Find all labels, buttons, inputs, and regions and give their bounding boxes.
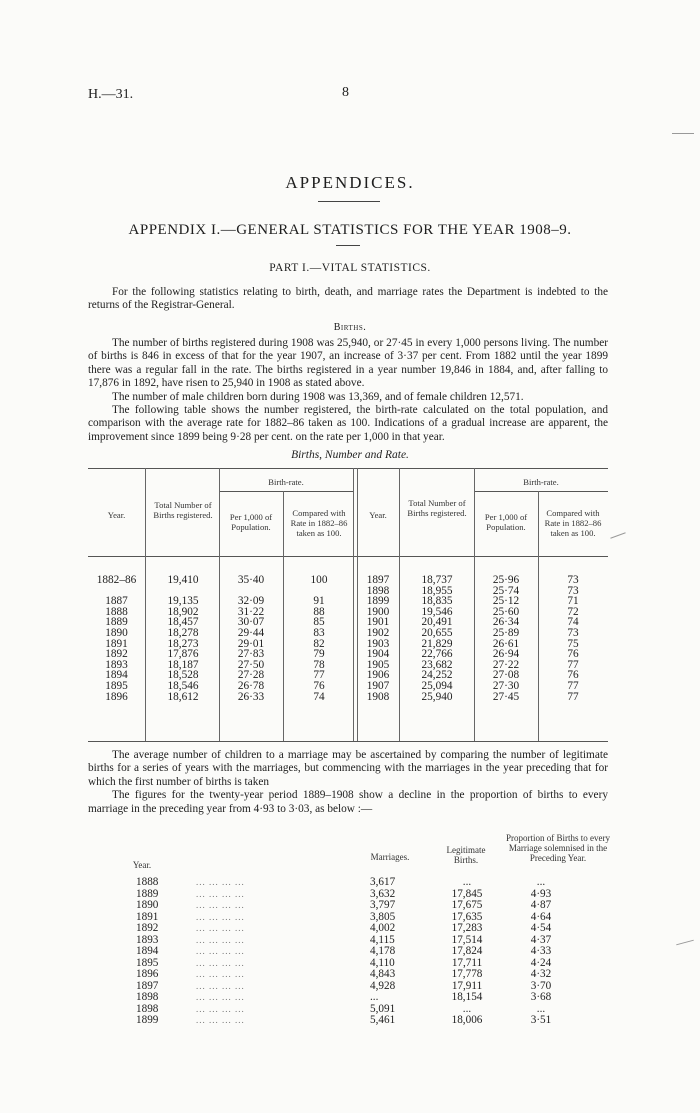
year-cell: 1894 <box>105 669 128 682</box>
col-per1000-left <box>222 575 280 702</box>
year-cell: 1892 <box>105 648 128 661</box>
m-legit-cell: 17,514 <box>451 933 483 946</box>
year-cell: 1901 <box>366 616 390 629</box>
marriage-text <box>88 749 608 816</box>
header-year-right: Year. <box>369 510 387 520</box>
m-proportion-cell: 4·54 <box>530 922 552 934</box>
m-marriages-cell: 5,461 <box>370 1014 396 1026</box>
col-divider <box>474 468 475 741</box>
total-cell: 25,940 <box>421 690 453 703</box>
compared-cell: 100 <box>310 574 328 586</box>
m-proportion-cell: 3·68 <box>530 991 552 1003</box>
col-years-left <box>88 575 145 702</box>
m-proportion-cell: ... <box>536 1002 546 1015</box>
rate-cell: 31·22 <box>237 605 265 618</box>
header-birth-rate-right: Birth-rate. <box>523 477 559 487</box>
births-heading: Births. <box>333 322 367 333</box>
compared-cell: 72 <box>567 605 579 618</box>
m-header-year: Year. <box>132 860 152 870</box>
rate-cell: 27·28 <box>237 669 265 682</box>
m-marriages-cell: 4,002 <box>370 922 396 934</box>
compared-cell: 71 <box>567 595 579 608</box>
col-divider <box>283 491 284 741</box>
m-marriages-cell: 4,178 <box>370 945 396 957</box>
compared-cell: 82 <box>313 637 325 650</box>
compared-cell: 76 <box>567 669 579 682</box>
m-proportion-cell: ... <box>536 876 546 888</box>
m-header-legit: Legitimate Births. <box>446 845 486 865</box>
total-cell: 20,655 <box>421 626 453 639</box>
year-cell: 1906 <box>366 669 390 682</box>
m-legit-cell: 17,778 <box>451 968 483 980</box>
rate-cell: 25·96 <box>492 574 520 586</box>
col-divider <box>399 468 400 741</box>
compared-cell: 83 <box>313 626 325 639</box>
m-year-cell: 1898 <box>136 1002 159 1015</box>
header-per-1000-right: Per 1,000 of Population. <box>484 512 528 532</box>
leader: ... ... ... ... <box>196 992 245 1002</box>
total-cell: 22,766 <box>421 648 453 661</box>
rate-cell: 26·34 <box>492 616 520 629</box>
m-legit-cell: 17,845 <box>451 887 483 900</box>
total-cell: 25,094 <box>421 679 453 692</box>
m-year-cell: 1895 <box>136 956 159 969</box>
m-year-cell: 1894 <box>136 945 159 957</box>
compared-cell: 77 <box>313 669 325 682</box>
col-compared-right <box>540 575 606 702</box>
rate-cell: 25·74 <box>492 584 520 597</box>
m-legit-cell: 18,006 <box>451 1014 483 1026</box>
m-year-cell: 1898 <box>136 991 159 1003</box>
compared-cell: 74 <box>567 616 579 629</box>
m-year-cell: 1892 <box>136 922 159 934</box>
leader: ... ... ... ... <box>196 1015 245 1025</box>
rate-cell: 25·12 <box>492 595 520 608</box>
total-cell: 19,135 <box>167 595 199 608</box>
total-cell: 18,278 <box>167 626 199 639</box>
table-top-rule <box>88 468 608 469</box>
leader: ... ... ... ... <box>196 934 245 945</box>
compared-cell: 77 <box>567 679 579 692</box>
m-col-marriages <box>370 877 410 1027</box>
year-cell: 1891 <box>105 637 128 650</box>
m-year-cell: 1888 <box>136 876 159 888</box>
rate-cell: 35·40 <box>237 574 265 586</box>
year-cell: 1895 <box>105 679 128 692</box>
year-cell: 1904 <box>366 648 390 661</box>
margin-mark <box>676 940 694 946</box>
m-year-cell: 1890 <box>136 899 159 911</box>
title-rule <box>318 201 380 202</box>
m-col-years <box>136 877 176 1027</box>
year-cell: 1888 <box>105 605 128 618</box>
header-per-1000: Per 1,000 of Population. <box>229 512 273 532</box>
col-divider <box>145 468 146 741</box>
leader: ... ... ... ... <box>196 888 245 899</box>
header-year: Year. <box>107 510 126 520</box>
total-cell: 18,955 <box>421 584 453 597</box>
m-marriages-cell: 4,110 <box>370 956 395 969</box>
margin-mark <box>610 532 625 538</box>
total-cell: 18,902 <box>167 605 199 618</box>
leader: ... ... ... ... <box>196 980 245 991</box>
m-marriages-cell: 5,091 <box>370 1002 396 1015</box>
compared-cell: 74 <box>313 690 325 703</box>
leader: ... ... ... ... <box>196 911 245 922</box>
compared-cell: 76 <box>313 679 325 692</box>
marriage-paragraph-1: The average number of children to a marriage may be ascertained by comparing the number of legitimate births for a series of years with the marriages, but commencing with the marriages in the year preceding that for which the first number of births is taken <box>88 749 608 788</box>
m-legit-cell: 17,635 <box>451 910 483 923</box>
appendix-rule <box>336 245 360 246</box>
rate-cell: 26·61 <box>492 637 520 650</box>
births-paragraph-3: The following table shows the number registered, the birth-rate calculated on the total population, and comparison with the average rate for 1882–86 taken as 100. Indications of a gradual increase are apparent, the improvement since 1899 being 9·28 per cent. on the rate per 1,000 in that year. <box>88 404 608 443</box>
m-legit-cell: 17,675 <box>451 899 483 911</box>
total-cell: 18,546 <box>167 679 199 692</box>
m-marriages-cell: 3,617 <box>370 876 396 888</box>
m-legit-cell: 17,283 <box>451 922 483 934</box>
rate-cell: 27·22 <box>492 658 520 671</box>
total-cell: 20,491 <box>421 616 453 629</box>
rate-cell: 25·89 <box>492 626 520 639</box>
m-marriages-cell: 3,797 <box>370 899 396 911</box>
table-bottom-rule <box>88 741 608 742</box>
margin-mark <box>672 133 694 134</box>
year-cell: 1899 <box>366 595 390 608</box>
year-cell: 1893 <box>105 658 128 671</box>
rate-cell: 27·83 <box>237 648 265 661</box>
m-proportion-cell: 3·51 <box>530 1014 552 1026</box>
m-marriages-cell: 3,805 <box>370 910 396 923</box>
col-divider <box>538 491 539 741</box>
m-legit-cell: ... <box>462 1002 472 1015</box>
total-cell: 19,410 <box>167 574 199 586</box>
m-proportion-cell: 3·70 <box>530 979 552 992</box>
compared-cell: 85 <box>313 616 325 629</box>
leader: ... ... ... ... <box>196 1003 245 1014</box>
year-cell: 1882–86 <box>96 574 137 586</box>
header-bottom-rule <box>88 556 608 557</box>
m-legit-cell: 18,154 <box>451 991 483 1003</box>
year-cell: 1890 <box>105 626 128 639</box>
rate-cell: 26·33 <box>237 690 265 703</box>
m-header-marriages: Marriages. <box>370 852 410 862</box>
header-birth-rate: Birth-rate. <box>268 477 304 487</box>
rate-cell: 29·44 <box>237 626 265 639</box>
year-cell: 1908 <box>366 690 390 703</box>
leader: ... ... ... ... <box>196 957 245 968</box>
total-cell: 24,252 <box>421 669 453 682</box>
m-year-cell: 1893 <box>136 933 159 946</box>
rate-cell: 27·08 <box>492 669 520 682</box>
year-cell: 1898 <box>366 584 390 597</box>
marriage-paragraph-2: The figures for the twenty-year period 1889–1908 show a decline in the proportion of births to every marriage in the preceding year from 4·93 to 3·03, as below :— <box>88 789 608 815</box>
m-proportion-cell: 4·64 <box>530 910 552 923</box>
birthrate-rule-right <box>474 491 608 492</box>
leader: ... ... ... ... <box>196 900 245 910</box>
year-cell: 1887 <box>105 595 128 608</box>
year-cell: 1896 <box>105 690 128 703</box>
col-compared-left <box>287 575 351 702</box>
appendix-title: APPENDIX I.—GENERAL STATISTICS FOR THE YEAR 1908–9. <box>128 222 572 238</box>
m-proportion-cell: 4·87 <box>530 899 552 911</box>
intro-paragraph: For the following statistics relating to birth, death, and marriage rates the Department is indebted to the returns of the Registrar-General. <box>88 286 608 312</box>
rate-cell: 26·94 <box>492 648 520 661</box>
compared-cell: 78 <box>313 658 325 671</box>
year-cell: 1897 <box>366 574 390 586</box>
col-divider <box>353 468 354 741</box>
m-col-proportion <box>516 877 566 1027</box>
m-legit-cell: 17,711 <box>451 956 483 969</box>
col-divider <box>219 468 220 741</box>
rate-cell: 29·01 <box>237 637 265 650</box>
compared-cell: 73 <box>567 574 579 586</box>
year-cell: 1905 <box>366 658 390 671</box>
rate-cell: 27·45 <box>492 690 520 703</box>
leader: ... ... ... ... <box>196 923 245 933</box>
rate-cell: 32·09 <box>237 595 265 608</box>
rate-cell: 26·78 <box>237 679 265 692</box>
compared-cell: 77 <box>567 658 579 671</box>
rate-cell: 27·30 <box>492 679 520 692</box>
total-cell: 18,835 <box>421 595 453 608</box>
compared-cell: 73 <box>567 584 579 597</box>
m-year-cell: 1897 <box>136 979 159 992</box>
m-proportion-cell: 4·32 <box>530 968 552 980</box>
col-per1000-right <box>477 575 535 702</box>
m-proportion-cell: 4·24 <box>530 956 552 969</box>
leader: ... ... ... ... <box>196 969 245 979</box>
rate-cell: 30·07 <box>237 616 265 629</box>
compared-cell: 77 <box>567 690 579 703</box>
col-totals-right <box>403 575 471 702</box>
m-legit-cell: ... <box>462 876 472 888</box>
year-cell: 1902 <box>366 626 390 639</box>
year-cell: 1907 <box>366 679 390 692</box>
m-proportion-cell: 4·33 <box>530 945 552 957</box>
header-total-right: Total Number of Births registered. <box>407 498 467 518</box>
m-year-cell: 1899 <box>136 1014 159 1026</box>
m-year-cell: 1896 <box>136 968 159 980</box>
m-proportion-cell: 4·37 <box>530 933 552 946</box>
m-marriages-cell: 4,928 <box>370 979 396 992</box>
year-cell: 1889 <box>105 616 128 629</box>
header-total: Total Number of Births registered. <box>153 500 213 520</box>
m-marriages-cell: ... <box>370 991 379 1003</box>
total-cell: 18,273 <box>167 637 199 650</box>
page-number: 8 <box>342 85 349 100</box>
year-cell: 1903 <box>366 637 390 650</box>
total-cell: 18,187 <box>167 658 199 671</box>
year-cell: 1900 <box>366 605 390 618</box>
table-caption: Births, Number and Rate. <box>291 449 409 461</box>
total-cell: 17,876 <box>167 648 199 661</box>
m-proportion-cell: 4·93 <box>530 887 552 900</box>
compared-cell: 73 <box>567 626 579 639</box>
m-legit-cell: 17,824 <box>451 945 483 957</box>
compared-cell: 76 <box>567 648 579 661</box>
births-paragraph-1: The number of births registered during 1908 was 25,940, or 27·45 in every 1,000 persons living. The number of births is 846 in excess of that for the year 1907, an increase of 3·37 per cent. From 1882 until the year 1899 there was a regular fall in the rate. The births registered in a year number 19,846 in 1884, and, after falling to 17,876 in 1892, have risen to 25,940 in 1908 as stated above. <box>88 337 608 390</box>
total-cell: 18,528 <box>167 669 199 682</box>
page-id: H.—31. <box>88 87 134 102</box>
births-text <box>88 337 608 444</box>
total-cell: 18,457 <box>167 616 199 629</box>
total-cell: 18,612 <box>167 690 199 703</box>
compared-cell: 91 <box>313 595 325 608</box>
part-title: PART I.—VITAL STATISTICS. <box>269 262 431 274</box>
m-header-proportion: Proportion of Births to every Marriage solemnised in the Preceding Year. <box>506 833 610 863</box>
rate-cell: 25·60 <box>492 605 520 618</box>
total-cell: 21,829 <box>421 637 453 650</box>
m-marriages-cell: 3,632 <box>370 887 396 900</box>
header-compared: Compared with Rate in 1882–86 taken as 100. <box>290 508 348 538</box>
leader: ... ... ... ... <box>196 877 245 887</box>
total-cell: 23,682 <box>421 658 453 671</box>
compared-cell: 75 <box>567 637 579 650</box>
m-year-cell: 1889 <box>136 887 159 900</box>
m-marriages-cell: 4,115 <box>370 933 395 946</box>
m-year-cell: 1891 <box>136 910 159 923</box>
m-col-legit <box>440 877 494 1027</box>
col-totals-left <box>150 575 216 702</box>
header-compared-right: Compared with Rate in 1882–86 taken as 100. <box>544 508 602 538</box>
m-marriages-cell: 4,843 <box>370 968 396 980</box>
rate-cell: 27·50 <box>237 658 265 671</box>
m-legit-cell: 17,911 <box>451 979 483 992</box>
births-paragraph-2: The number of male children born during 1908 was 13,369, and of female children 12,571. <box>112 390 524 403</box>
compared-cell: 79 <box>313 648 325 661</box>
col-years-right <box>357 575 399 702</box>
compared-cell: 88 <box>313 605 325 618</box>
birthrate-rule-left <box>219 491 354 492</box>
page-title: APPENDICES. <box>285 173 415 192</box>
leader: ... ... ... ... <box>196 946 245 956</box>
total-cell: 19,546 <box>421 605 453 618</box>
total-cell: 18,737 <box>421 574 453 586</box>
m-leader-dots <box>196 877 245 1027</box>
